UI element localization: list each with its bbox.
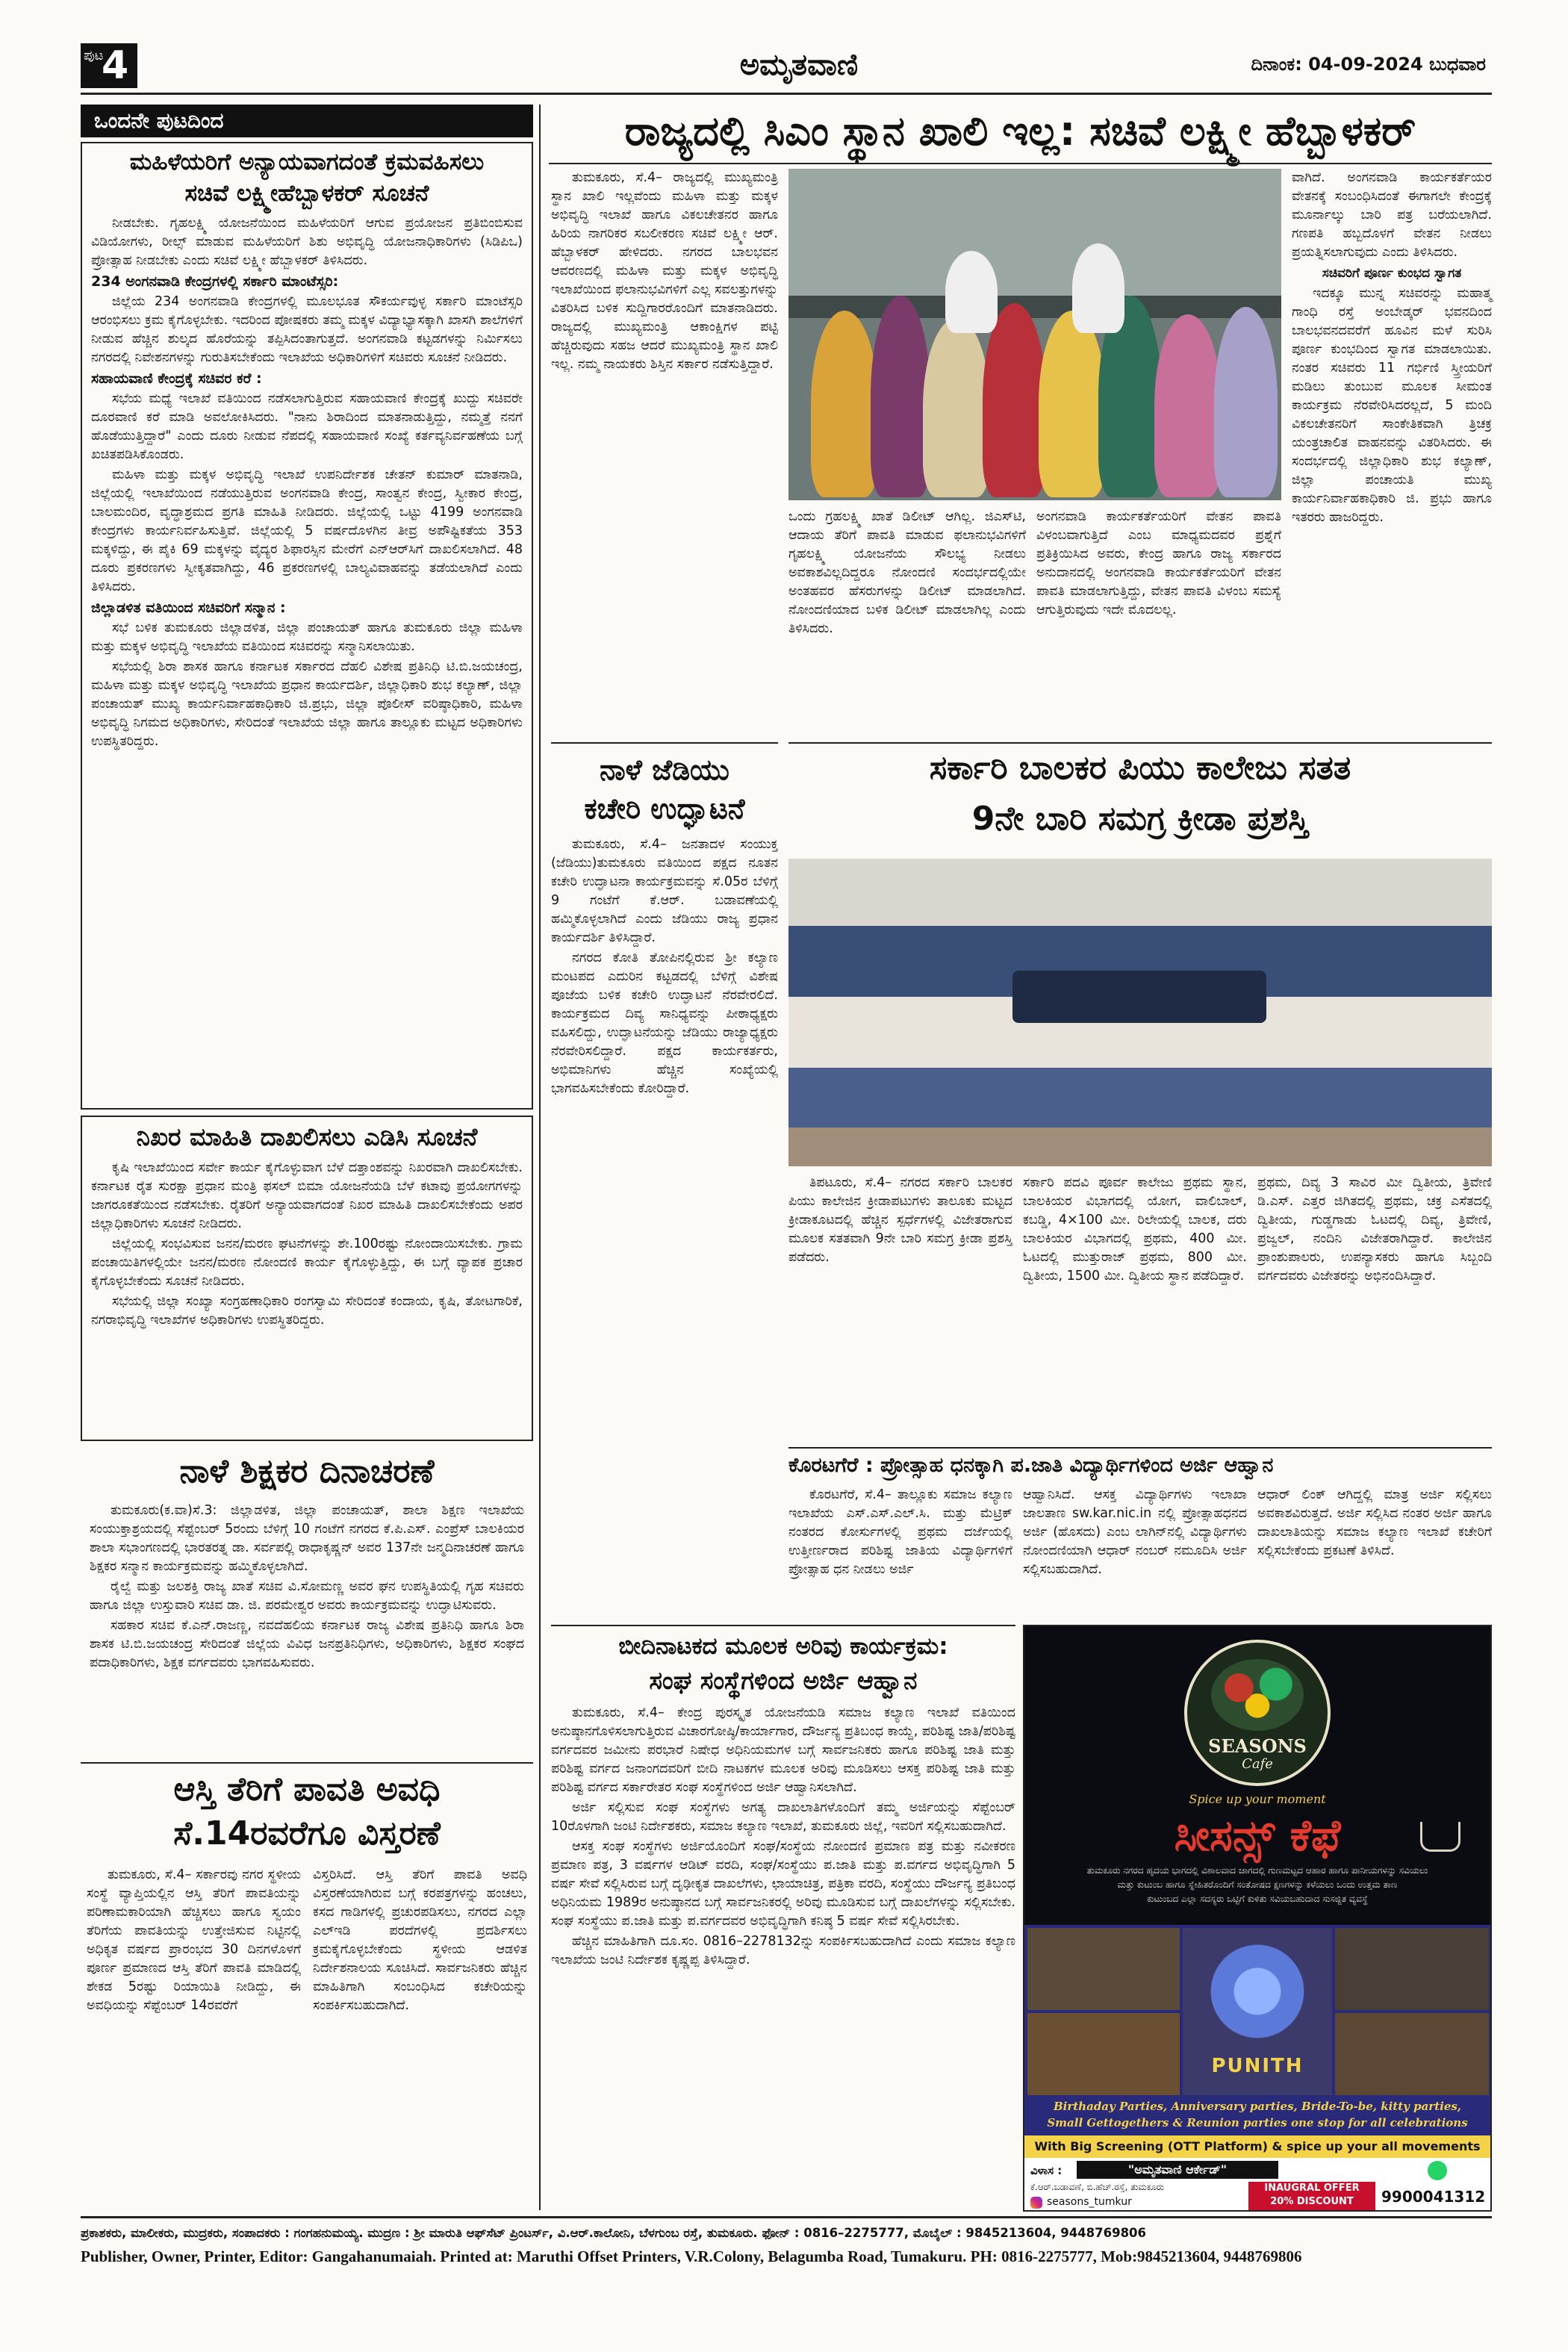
- tax-headline-2: ಸೆ.14ರವರೆಗೂ ವಿಸ್ತರಣೆ: [173, 1814, 441, 1852]
- women-para-6: ಸಭೆಯಲ್ಲಿ ಶಿರಾ ಶಾಸಕ ಹಾಗೂ ಕರ್ನಾಟಕ ಸರ್ಕಾರದ ದೆಹಲಿ ವಿಶೇಷ ಪ್ರತಿನಿಧಿ ಟಿ.ಬಿ.ಜಯಚಂದ್ರ, ಮಹಿಳಾ ಮತ್ತು ಮಕ್ಕಳ ಅಭಿವೃದ್ಧಿ ಇಲಾಖೆಯ ಪ್ರಧಾನ ಕಾರ್ಯದರ್ಶಿ, ಜಿಲ್ಲಾಧಿಕಾರಿ ಶುಭ ಕಲ್ಯಾಣ್, ಜಿಲ್ಲಾ ಪಂಚಾಯತ್ ಮುಖ್ಯ ಕಾರ್ಯನಿರ್ವಾಹಕಾಧಿಕಾರಿ ಜಿ.ಪ್ರಭು, ಜಿಲ್ಲಾ ಪೊಲೀಸ್ ವರಿಷ್ಠಾಧಿಕಾರಿ, ಮಹಿಳಾ ಅಭಿವೃದ್ಧಿ ನಿಗಮದ ಅಧಿಕಾರಿಗಳು, ಸೇರಿದಂತೆ ಇಲಾಖೆಯ ಜಿಲ್ಲಾ ಹಾಗೂ ತಾಲ್ಲೂಕು ಮಟ್ಟದ ಅಧಿಕಾರಿಗಳು ಉಪಸ್ಥಿತರಿದ್ದರು.: [91, 659, 523, 750]
- tax-col-2: ವಿಸ್ತರಿಸಿದೆ. ಆಸ್ತಿ ತೆರಿಗೆ ಪಾವತಿ ಅವಧಿ ವಿಸ್ತರಣೆಯಾಗಿರುವ ಬಗ್ಗೆ ಕರಪತ್ರಗಳನ್ನು ಹಂಚಲು, ಕಸದ ಗಾಡಿಗಳಲ್ಲಿ ಪ್ರಚುರಪಡಿಸಲು, ನಗರದ ಎಲ್ಲಾ ಎಲ್‌ಇಡಿ ಪರದೆಗಳಲ್ಲಿ ಪ್ರದರ್ಶಿಸಲು ಕ್ರಮಕೈಗೊಳ್ಳಬೇಕೆಂದು ಸ್ಥಳೀಯ ಆಡಳಿತ ನಿರ್ದೇಶನಾಲಯ ಸೂಚಿಸಿದೆ. ಸಾರ್ವಜನಿಕರು ಹೆಚ್ಚಿನ ಮಾಹಿತಿಗಾಗಿ ಸಂಬಂಧಿಸಿದ ಕಚೇರಿಯನ್ನು ಸಂಪರ್ಕಿಸಬಹುದಾಗಿದೆ.: [313, 1867, 527, 2014]
- lead-col-2: [788, 508, 1026, 736]
- ad-tagline: Spice up your moment: [1189, 1792, 1326, 1806]
- ad-offer-2: 20% DISCOUNT: [1270, 2196, 1354, 2207]
- sports-col-2-text: ಸರ್ಕಾರಿ ಪದವಿ ಪೂರ್ವ ಕಾಲೇಜು ಪ್ರಥಮ ಸ್ಥಾನ, ಬಾಲಕಿಯರ ವಿಭಾಗದಲ್ಲಿ ಯೋಗ, ವಾಲಿಬಾಲ್, ಕಬಡ್ಡಿ, 4×100 ಮೀ. ರಿಲೇಯಲ್ಲಿ ಬಾಲಕ, ದರು ಬಾಲಕಿಯರ ವಿಭಾಗದಲ್ಲಿ ಪ್ರಥಮ, 400 ಮೀ. ಓಟದಲ್ಲಿ ಮುತ್ತುರಾಜ್ ಪ್ರಥಮ, 800 ಮೀ. ದ್ವಿತೀಯ, 1500 ಮೀ. ದ್ವಿತೀಯ ಸ್ಥಾನ ಪಡೆದಿದ್ದಾರೆ.: [1023, 1175, 1247, 1284]
- women-para-1: ನೀಡಬೇಕು. ಗೃಹಲಕ್ಷ್ಮಿ ಯೋಜನೆಯಿಂದ ಮಹಿಳೆಯರಿಗೆ ಆಗುವ ಪ್ರಯೋಜನ ಪ್ರತಿಬಿಂಬಿಸುವ ವಿಡಿಯೋಗಳು, ರೀಲ್ಸ್ ಮಾಡುವ ಮಹಿಳೆಯರಿಗೆ ಶಿಶು ಅಭಿವೃದ್ಧಿ ಯೋಜನಾಧಿಕಾರಿಗಳು (ಸಿಡಿಪಿಒ) ಪ್ರೋತ್ಸಾಹ ನೀಡಬೇಕು ಎಂದು ಸಚಿವೆ ಲಕ್ಷ್ಮೀ ಹೆಬ್ಬಾಳಕರ್ ತಿಳಿಸಿದರು.: [91, 216, 523, 269]
- korategere-col-2: [1023, 1486, 1247, 1620]
- ad-desc-3: ಕುಟುಂಬದ ಎಲ್ಲಾ ಸದಸ್ಯರು ಒಟ್ಟಿಗೆ ಕುಳಿತು ಸವಿಯಬಹುದಾದ ಸುಸಜ್ಜಿತ ವ್ಯವಸ್ಥೆ: [1147, 1894, 1368, 1904]
- sports-col-1-text: ತಿಪಟೂರು, ಸೆ.4– ನಗರದ ಸರ್ಕಾರಿ ಬಾಲಕರ ಪಿಯು ಕಾಲೇಜಿನ ಕ್ರೀಡಾಪಟುಗಳು ತಾಲೂಕು ಮಟ್ಟದ ಕ್ರೀಡಾಕೂಟದಲ್ಲಿ ಹೆಚ್ಚಿನ ಸ್ಪರ್ಧೆಗಳಲ್ಲಿ ವಿಜೇತರಾಗುವ ಮೂಲಕ ಸತತವಾಗಿ 9ನೇ ಬಾರಿ ಸಮಗ್ರ ಕ್ರೀಡಾ ಪ್ರಶಸ್ತಿ ಪಡೆದರು.: [788, 1175, 1012, 1265]
- sports-col-3: [1257, 1174, 1492, 1443]
- lead-col-2-text: ಒಂದು ಗ್ರಹಲಕ್ಷ್ಮಿ ಖಾತೆ ಡಿಲೀಟ್ ಆಗಿಲ್ಲ. ಜಿಎಸ್‌ಟಿ, ಆದಾಯ ತೆರಿಗೆ ಪಾವತಿ ಮಾಡುವ ಫಲಾನುಭವಿಗಳಿಗೆ ಗೃಹಲಕ್ಷ್ಮಿ ಯೋಜನೆಯ ಸೌಲಭ್ಯ ನೀಡಲು ಅವಕಾಶವಿಲ್ಲದಿದ್ದರೂ ನೋಂದಣಿ ಸಂದರ್ಭದಲ್ಲಿಯೇ ಅಂತಹವರ ಹೆಸರುಗಳನ್ನು ಡಿಲೀಟ್ ಮಾಡಲಾಗಿದೆ. ನೋಂದಣಿಯಾದ ಬಳಿಕ ಡಿಲೀಟ್ ಮಾಡಲಾಗಿಲ್ಲ ಎಂದು ತಿಳಿಸಿದರು.: [788, 509, 1026, 636]
- date-line: ದಿನಾಂಕ: 04-09-2024 ಬುಧವಾರ: [1251, 54, 1486, 75]
- sports-col-1: [788, 1174, 1012, 1443]
- ad-party-text: [1024, 2098, 1490, 2131]
- women-sub-3: ಜಿಲ್ಲಾಡಳಿತ ವತಿಯಿಂದ ಸಚಿವರಿಗೆ ಸನ್ಮಾನ :: [91, 600, 286, 617]
- teacher-day-para-1: ತುಮಕೂರು(ಕ.ವಾ)ಸೆ.3: ಜಿಲ್ಲಾಡಳಿತ, ಜಿಲ್ಲಾ ಪಂಚಾಯತ್, ಶಾಲಾ ಶಿಕ್ಷಣ ಇಲಾಖೆಯ ಸಂಯುಕ್ತಾಶ್ರಯದಲ್ಲಿ ಸೆಪ್ಟೆಂಬರ್ 5ರಂದು ಬೆಳಿಗ್ಗೆ 10 ಗಂಟೆಗೆ ನಗರದ ಕೆ.ಪಿ.ಎಸ್. ಎಂಪ್ರೆಸ್ ಬಾಲಕಿಯರ ಶಾಲಾ ಸಭಾಂಗಣದಲ್ಲಿ ಭಾರತರತ್ನ ಡಾ. ಸರ್ವಪಲ್ಲಿ ರಾಧಾಕೃಷ್ಣನ್ ಅವರ 137ನೇ ಜನ್ಮದಿನಾಚರಣೆ ಹಾಗೂ ಶಿಕ್ಷಕರ ಸನ್ಮಾನ ಕಾರ್ಯಕ್ರಮವನ್ನು ಹಮ್ಮಿಕೊಳ್ಳಲಾಗಿದೆ.: [90, 1502, 524, 1574]
- lead-col-1-text: ತುಮಕೂರು, ಸೆ.4– ರಾಜ್ಯದಲ್ಲಿ ಮುಖ್ಯಮಂತ್ರಿ ಸ್ಥಾನ ಖಾಲಿ ಇಲ್ಲವೆಂದು ಮಹಿಳಾ ಮತ್ತು ಮಕ್ಕಳ ಅಭಿವೃದ್ಧಿ ಇಲಾಖೆ ಹಾಗೂ ವಿಕಲಚೇತನರ ಹಾಗೂ ಹಿರಿಯ ನಾಗರಿಕರ ಸಬಲೀಕರಣ ಸಚಿವೆ ಲಕ್ಷ್ಮೀ ಆರ್. ಹೆಬ್ಬಾಳಕರ್ ಹೇಳಿದರು. ನಗರದ ಬಾಲಭವನ ಆವರಣದಲ್ಲಿ ಮಹಿಳಾ ಮತ್ತು ಮಕ್ಕಳ ಅಭಿವೃದ್ಧಿ ಇಲಾಖೆಯಿಂದ ಫಲಾನುಭವಿಗಳಿಗೆ ಎಲ್ಲ ಸವಲತ್ತುಗಳನ್ನು ವಿತರಿಸಿದ ಬಳಿಕ ಸುದ್ದಿಗಾರರೊಂದಿಗೆ ಮಾತನಾಡಿದರು. ರಾಜ್ಯದಲ್ಲಿ ಮುಖ್ಯಮಂತ್ರಿ ಆಕಾಂಕ್ಷಿಗಳ ಪಟ್ಟಿ ಹೆಚ್ಚಿರುವುದು ಸಹಜ ಆದರೆ ಮುಖ್ಯಮಂತ್ರಿ ಸ್ಥಾನ ಖಾಲಿ ಇಲ್ಲ. ನಮ್ಮ ನಾಯಕರು ಶಿಸ್ತಿನ ಸರ್ಕಾರ ನಡೆಸುತ್ತಿದ್ದಾರೆ.: [551, 170, 778, 372]
- teacher-day-headline: ನಾಳೆ ಶಿಕ್ಷಕರ ದಿನಾಚರಣೆ: [179, 1452, 435, 1490]
- tax-story: [81, 1767, 533, 2207]
- street-play-headline-2: ಸಂಘ ಸಂಸ್ಥೆಗಳಿಂದ ಅರ್ಜಿ ಆಹ್ವಾನ: [649, 1665, 918, 1695]
- lead-photo: [788, 169, 1281, 500]
- ad-instagram[interactable]: seasons_tumkur: [1047, 2196, 1132, 2208]
- lead-col-4: [1292, 169, 1492, 736]
- teacher-day-para-3: ಸಹಕಾರ ಸಚಿವ ಕೆ.ಎನ್.ರಾಜಣ್ಣ, ನವದೆಹಲಿಯ ಕರ್ನಾಟಕ ರಾಜ್ಯ ವಿಶೇಷ ಪ್ರತಿನಿಧಿ ಹಾಗೂ ಶಿರಾ ಶಾಸಕ ಟಿ.ಬಿ.ಜಯಚಂದ್ರ ಸೇರಿದಂತೆ ಜಿಲ್ಲೆಯ ವಿವಿಧ ಜನಪ್ರತಿನಿಧಿಗಳು, ಅಧಿಕಾರಿಗಳು, ಶಿಕ್ಷಕರ ಸಂಘದ ಪದಾಧಿಕಾರಿಗಳು, ಶಿಕ್ಷಕ ವರ್ಗದವರು ಭಾಗವಹಿಸುವರು.: [90, 1617, 524, 1670]
- sports-rule: [788, 742, 1492, 744]
- korategere-headline: ಕೊರಟಗೆರೆ : ಪ್ರೋತ್ಸಾಹ ಧನಕ್ಕಾಗಿ ಪ.ಜಾತಿ ವಿದ್ಯಾರ್ಥಿಗಳಿಂದ ಅರ್ಜಿ ಆಹ್ವಾನ: [788, 1454, 1274, 1477]
- women-sub-2: ಸಹಾಯವಾಣಿ ಕೇಂದ್ರಕ್ಕೆ ಸಚಿವರ ಕರೆ :: [91, 370, 262, 388]
- adc-headline: ನಿಖರ ಮಾಹಿತಿ ದಾಖಲಿಸಲು ಎಡಿಸಿ ಸೂಚನೆ: [136, 1122, 478, 1151]
- ad-desc: [1033, 1864, 1481, 1906]
- lead-rule: [549, 163, 1492, 164]
- street-play-rule: [551, 1625, 1015, 1626]
- ad-logo-circle: [1184, 1640, 1331, 1786]
- ad-address-label: ವಿಳಾಸ :: [1030, 2164, 1063, 2177]
- women-sub-1: 234 ಅಂಗನವಾಡಿ ಕೇಂದ್ರಗಳಲ್ಲಿ ಸರ್ಕಾರಿ ಮಾಂಟೆಸ್ಸರಿ:: [91, 273, 339, 290]
- left-story-women: [81, 142, 533, 1110]
- header-rule: [81, 93, 1492, 95]
- korategere-col-3: [1257, 1486, 1492, 1620]
- ad-party-line-1: Birthaday Parties, Anniversary parties, Bride-To-be, kitty parties,: [1053, 2100, 1462, 2113]
- street-play-para-1: ತುಮಕೂರು, ಸೆ.4– ಕೇಂದ್ರ ಪುರಸ್ಕೃತ ಯೋಜನೆಯಡಿ ಸಮಾಜ ಕಲ್ಯಾಣ ಇಲಾಖೆ ವತಿಯಿಂದ ಅನುಷ್ಠಾನಗೊಳಿಸಲಾಗುತ್ತಿರುವ ವಿಚಾರಗೋಷ್ಠಿ/ಕಾರ್ಯಾಗಾರ, ದೌರ್ಜನ್ಯ ಪ್ರತಿಬಂಧ ಕಾಯ್ದೆ, ಪರಿಶಿಷ್ಟ ಜಾತಿ/ಪರಿಶಿಷ್ಟ ವರ್ಗದವರ ಜಮೀನು ಪರಭಾರೆ ನಿಷೇಧ ಅಧಿನಿಯಮಗಳ ಬಗ್ಗೆ ಸಾರ್ವಜನಿಕರು ಹಾಗೂ ಪರಿಶಿಷ್ಟ ಜಾತಿ ಮತ್ತು ಪರಿಶಿಷ್ಟ ವರ್ಗದ ಜನಾಂಗದವರಿಗೆ ಬೀದಿ ನಾಟಕಗಳ ಮೂಲಕ ಅರಿವು ಮೂಡಿಸಲು ಆಸಕ್ತ ಪರಿಶಿಷ್ಟ ಜಾತಿ ಮತ್ತು ಪರಿಶಿಷ್ಟ ವರ್ಗದ ಸರ್ಕಾರೇತರ ಸಂಘ ಸಂಸ್ಥೆಗಳಿಂದ ಅರ್ಜಿ ಆಹ್ವಾನಿಸಲಾಗಿದೆ.: [551, 1705, 1016, 1795]
- lead-headline: ರಾಜ್ಯದಲ್ಲಿ ಸಿಎಂ ಸ್ಥಾನ ಖಾಲಿ ಇಲ್ಲ: ಸಚಿವೆ ಲಕ್ಷ್ಮೀ ಹೆಬ್ಬಾಳಕರ್: [624, 108, 1416, 155]
- street-play-para-2: ಅರ್ಜಿ ಸಲ್ಲಿಸುವ ಸಂಘ ಸಂಸ್ಥೆಗಳು ಅಗತ್ಯ ದಾಖಲಾತಿಗಳೊಂದಿಗೆ ತಮ್ಮ ಅರ್ಜಿಯನ್ನು ಸೆಪ್ಟೆಂಬರ್ 10ರೊಳಗಾಗಿ ಜಂಟಿ ನಿರ್ದೇಶಕರು, ಸಮಾಜ ಕಲ್ಯಾಣ ಇಲಾಖೆ, ತುಮಕೂರು ಜಿಲ್ಲೆ, ಇವರಿಗೆ ಸಲ್ಲಿಸಬಹುದಾಗಿದೆ.: [551, 1799, 1015, 1834]
- ad-brand-kn: ಸೀಸನ್ಸ್ ಕೆಫೆ: [1174, 1810, 1341, 1861]
- footer-en: Publisher, Owner, Printer, Editor: Gangahanumaiah. Printed at: Maruthi Offset Printers, V.R.Colony, Belagumba Road, Tumakuru. PH: 0816-2275777, Mob:9845213604, 9448769806: [81, 2247, 1302, 2265]
- women-para-4: ಮಹಿಳಾ ಮತ್ತು ಮಕ್ಕಳ ಅಭಿವೃದ್ಧಿ ಇಲಾಖೆ ಉಪನಿರ್ದೇಶಕ ಚೇತನ್ ಕುಮಾರ್ ಮಾತನಾಡಿ, ಜಿಲ್ಲೆಯಲ್ಲಿ ಇಲಾಖೆಯಿಂದ ನಡೆಯುತ್ತಿರುವ ಅಂಗನವಾಡಿ ಕೇಂದ್ರ, ಸಾಂತ್ವನ ಕೇಂದ್ರ, ಸ್ವೀಕಾರ ಕೇಂದ್ರ, ಬಾಲಮಂದಿರ, ವೃದ್ಧಾಶ್ರಮದ ಪ್ರಗತಿ ಮಾಹಿತಿ ನೀಡಿದರು. ಜಿಲ್ಲೆಯಲ್ಲಿ ಒಟ್ಟು 4199 ಅಂಗನವಾಡಿ ಕೇಂದ್ರಗಳು ಕಾರ್ಯನಿರ್ವಹಿಸುತ್ತಿವೆ. ಜಿಲ್ಲೆಯಲ್ಲಿ 5 ವರ್ಷದೊಳಗಿನ ತೀವ್ರ ಅಪೌಷ್ಟಿಕತೆಯ 353 ಮಕ್ಕಳಿದ್ದು, ಈ ಪೈಕಿ 69 ಮಕ್ಕಳನ್ನು ವೈದ್ಯರ ಶಿಫಾರಸ್ಸಿನ ಮೇರೆಗೆ ಎನ್‌ಆರ್‌ಸಿಗೆ ದಾಖಲಿಸಲಾಗಿದೆ. 48 ದೂರು ಪ್ರಕರಣಗಳು ಸ್ವೀಕೃತವಾಗಿದ್ದು, 46 ಪ್ರಕರಣಗಳಲ್ಲಿ ಬಾಲ್ಯವಿವಾಹವನ್ನು ತಡೆಯಲಾಗಿದೆ ಎಂದು ತಿಳಿಸಿದರು.: [91, 467, 523, 595]
- women-para-3: ಸಭೆಯ ಮಧ್ಯೆ ಇಲಾಖೆ ವತಿಯಿಂದ ನಡೆಸಲಾಗುತ್ತಿರುವ ಸಹಾಯವಾಣಿ ಕೇಂದ್ರಕ್ಕೆ ಖುದ್ದು ಸಚಿವರೇ ದೂರವಾಣಿ ಕರೆ ಮಾಡಿ ಅವಲೋಕಿಸಿದರು. "ನಾನು ಶಿರಾದಿಂದ ಮಾತನಾಡುತ್ತಿದ್ದು, ನಮ್ಮತ್ತೆ ನನಗೆ ಹೊಡೆಯುತ್ತಿದ್ದಾರೆ" ಎಂದು ದೂರು ನೀಡುವ ನೆಪದಲ್ಲಿ ಸಹಾಯವಾಣಿ ಸಂಖ್ಯೆ ಕರ್ತವ್ಯನಿರ್ವಹಣೆಯ ಬಗ್ಗೆ ಖಚಿತಪಡಿಸಿಕೊಂಡರು.: [91, 391, 523, 463]
- footer-rule: [81, 2216, 1492, 2218]
- jdu-headline-1: ನಾಳೆ ಜೆಡಿಯು: [600, 753, 729, 786]
- front-continued-label: ಒಂದನೇ ಪುಟದಿಂದ: [94, 108, 224, 133]
- lead-col-4-text: ವಾಗಿದೆ. ಅಂಗನವಾಡಿ ಕಾರ್ಯಕರ್ತೆಯರ ವೇತನಕ್ಕೆ ಸಂಬಂಧಿಸಿದಂತೆ ಈಗಾಗಲೇ ಕೇಂದ್ರಕ್ಕೆ ಮೂರ್ನಾಲ್ಕು ಬಾರಿ ಪತ್ರ ಬರೆಯಲಾಗಿದೆ. ಗಣಪತಿ ಹಬ್ಬದೊಳಗೆ ವೇತನ ನೀಡಲು ಪ್ರಯತ್ನಿಸಲಾಗುವುದು ಎಂದು ತಿಳಿಸಿದರು.: [1292, 170, 1492, 260]
- teacher-day-story: [81, 1449, 533, 1758]
- sports-photo: [788, 859, 1492, 1166]
- tax-headline-1: ಆಸ್ತಿ ತೆರಿಗೆ ಪಾವತಿ ಅವಧಿ: [173, 1770, 441, 1808]
- ad-address-line: ಕೆ.ಆರ್.ಬಡಾವಣೆ, ಬಿ.ಹೆಚ್.ರಸ್ತೆ, ತುಮಕೂರು: [1030, 2182, 1164, 2192]
- ad-offer-box: [1248, 2182, 1375, 2210]
- lead-col-1: [551, 169, 778, 736]
- women-headline-1: ಮಹಿಳೆಯರಿಗೆ ಅನ್ಯಾಯವಾಗದಂತೆ ಕ್ರಮವಹಿಸಲು: [129, 149, 485, 175]
- page-label: ಪುಟ: [84, 48, 104, 63]
- teacher-day-para-2: ರೈಲ್ವೆ ಮತ್ತು ಜಲಶಕ್ತಿ ರಾಜ್ಯ ಖಾತೆ ಸಚಿವ ವಿ.ಸೋಮಣ್ಣ ಅವರ ಘನ ಉಪಸ್ಥಿತಿಯಲ್ಲಿ ಗೃಹ ಸಚಿವರು ಹಾಗೂ ಜಿಲ್ಲಾ ಉಸ್ತುವಾರಿ ಸಚಿವ ಡಾ. ಜಿ. ಪರಮೇಶ್ವರ ಅವರು ಕಾರ್ಯಕ್ರಮವನ್ನು ಉದ್ಘಾಟಿಸುವರು.: [90, 1578, 524, 1613]
- ad-screening-text: With Big Screening (OTT Platform) & spice up your all movements: [1034, 2139, 1481, 2153]
- ad-phone[interactable]: 9900041312: [1381, 2188, 1486, 2206]
- seasons-cafe-ad[interactable]: [1023, 1625, 1492, 2212]
- women-headline-2: ಸಚಿವೆ ಲಕ್ಷ್ಮೀಹೆಬ್ಬಾಳಕರ್ ಸೂಚನೆ: [184, 179, 429, 207]
- women-para-2: ಜಿಲ್ಲೆಯ 234 ಅಂಗನವಾಡಿ ಕೇಂದ್ರಗಳಲ್ಲಿ ಮೂಲಭೂತ ಸೌಕರ್ಯವುಳ್ಳ ಸರ್ಕಾರಿ ಮಾಂಟೆಸ್ಸರಿ ಆರಂಭಿಸಲು ಕ್ರಮ ಕೈಗೊಳ್ಳಬೇಕು. ಇದರಿಂದ ಪೋಷಕರು ತಮ್ಮ ಮಕ್ಕಳ ವಿದ್ಯಾಭ್ಯಾಸಕ್ಕಾಗಿ ಖಾಸಗಿ ಶಾಲೆಗಳಿಗೆ ನೀಡುವ ಹೆಚ್ಚಿನ ಶುಲ್ಕದ ಹೊರೆಯನ್ನು ತಪ್ಪಿಸಿದಂತಾಗುತ್ತದೆ. ಅಂಗನವಾಡಿ ಕಟ್ಟಡಗಳನ್ನು ನಿರ್ಮಿಸಲು ನಗರದಲ್ಲಿ ನಿವೇಶನಗಳನ್ನು ಗುರುತಿಸಬೇಕೆಂದು ಇಲಾಖೆಯ ಅಧಿಕಾರಿಗಳಿಗೆ ಸಚಿವರು ಸೂಚನೆ ನೀಡಿದರು.: [91, 294, 523, 366]
- women-para-5: ಸಭೆ ಬಳಿಕ ತುಮಕೂರು ಜಿಲ್ಲಾಡಳಿತ, ಜಿಲ್ಲಾ ಪಂಚಾಯತ್ ಹಾಗೂ ತುಮಕೂರು ಜಿಲ್ಲಾ ಮಹಿಳಾ ಮತ್ತು ಮಕ್ಕಳ ಅಭಿವೃದ್ಧಿ ಇಲಾಖೆಯ ವತಿಯಿಂದ ಸಚಿವರನ್ನು ಸನ್ಮಾನಿಸಲಾಯಿತು.: [91, 620, 523, 655]
- left-story-adc: [81, 1116, 533, 1441]
- page-number: 4: [102, 43, 129, 88]
- korategere-col-1: [788, 1486, 1012, 1620]
- page-number-badge: [81, 43, 137, 88]
- jdu-story: [551, 747, 778, 1620]
- sports-headline-2: 9ನೇ ಬಾರಿ ಸಮಗ್ರ ಕ್ರೀಡಾ ಪ್ರಶಸ್ತಿ: [971, 800, 1309, 838]
- ad-screening-strip: [1024, 2135, 1490, 2158]
- front-continued-banner: [81, 105, 533, 137]
- tax-rule: [81, 1762, 533, 1764]
- ad-interior-photo-3: [1335, 1928, 1489, 2010]
- footer-kn: ಪ್ರಕಾಶಕರು, ಮಾಲೀಕರು, ಮುದ್ರಕರು, ಸಂಪಾದಕರು : ಗಂಗಹನುಮಯ್ಯ. ಮುದ್ರಣ : ಶ್ರೀ ಮಾರುತಿ ಆಫ್‌ಸೆಟ್ ಪ್ರಿಂಟರ್ಸ್, ವಿ.ಆರ್.ಕಾಲೋನಿ, ಬೆಳಗುಂಬ ರಸ್ತೆ, ತುಮಕೂರು. ಫೋನ್ : 0816–2275777, ಮೊಬೈಲ್ : 9845213604, 9448769806: [81, 2226, 1147, 2240]
- lead-col-4-sub: ಸಚಿವರಿಗೆ ಪೂರ್ಣ ಕುಂಭದ ಸ್ವಾಗತ: [1322, 266, 1462, 281]
- jdu-rule: [551, 742, 778, 744]
- ad-event-name: PUNITH: [1211, 2055, 1304, 2077]
- jdu-para-1: ತುಮಕೂರು, ಸೆ.4– ಜನತಾದಳ ಸಂಯುಕ್ತ (ಜೆಡಿಯು)ತುಮಕೂರು ವತಿಯಿಂದ ಪಕ್ಷದ ನೂತನ ಕಚೇರಿ ಉದ್ಘಾಟನಾ ಕಾರ್ಯಕ್ರಮವನ್ನು ಸೆ.05ರ ಬೆಳಿಗ್ಗೆ 9 ಗಂಟೆಗೆ ಕೆ.ಆರ್. ಬಡಾವಣೆಯಲ್ಲಿ ಹಮ್ಮಿಕೊಳ್ಳಲಾಗಿದೆ ಎಂದು ಜೆಡಿಯು ರಾಜ್ಯ ಪ್ರಧಾನ ಕಾರ್ಯದರ್ಶಿ ತಿಳಿಸಿದ್ದಾರೆ.: [551, 837, 778, 946]
- ad-brand-en: SEASONS: [1208, 1735, 1307, 1757]
- ad-brand-cafe: Cafe: [1242, 1756, 1273, 1772]
- tree-icon: [1211, 1659, 1304, 1731]
- left-column-rule: [539, 105, 541, 2210]
- instagram-icon: [1030, 2197, 1042, 2209]
- lead-col-4b-text: ಇದಕ್ಕೂ ಮುನ್ನ ಸಚಿವರನ್ನು ಮಹಾತ್ಮ ಗಾಂಧಿ ರಸ್ತೆ ಅಂಬೇಡ್ಕರ್ ಭವನದಿಂದ ಬಾಲಭವನದವರೆಗೆ ಹೂವಿನ ಮಳೆ ಸುರಿಸಿ ಪೂರ್ಣ ಕುಂಭದಿಂದ ಸ್ವಾಗತ ಮಾಡಲಾಯಿತು. ನಂತರ ಸಚಿವರು 11 ಗರ್ಭಿಣಿ ಸ್ತ್ರೀಯರಿಗೆ ಮಡಿಲು ತುಂಬುವ ಮೂಲಕ ಸೀಮಂತ ಕಾರ್ಯಕ್ರಮ ನೆರವೇರಿಸಿದರಲ್ಲದೆ, 5 ಮಂದಿ ವಿಕಲಚೇತನರಿಗೆ ಸಾಂಕೇತಿಕವಾಗಿ ತ್ರಿಚಕ್ರ ಯಂತ್ರಚಾಲಿತ ವಾಹನವನ್ನು ವಿತರಿಸಿದರು. ಈ ಸಂದರ್ಭದಲ್ಲಿ ಜಿಲ್ಲಾಧಿಕಾರಿ ಶುಭ ಕಲ್ಯಾಣ್, ಜಿಲ್ಲಾ ಪಂಚಾಯತಿ ಮುಖ್ಯ ಕಾರ್ಯನಿರ್ವಾಹಕಾಧಿಕಾರಿ ಜಿ. ಪ್ರಭು ಹಾಗೂ ಇತರರು ಹಾಜರಿದ್ದರು.: [1292, 286, 1492, 525]
- adc-para-3: ಸಭೆಯಲ್ಲಿ ಜಿಲ್ಲಾ ಸಂಖ್ಯಾ ಸಂಗ್ರಹಣಾಧಿಕಾರಿ ರಂಗಸ್ವಾಮಿ ಸೇರಿದಂತೆ ಕಂದಾಯ, ಕೃಷಿ, ತೋಟಗಾರಿಕೆ, ನಗರಾಭಿವೃದ್ಧಿ ಇಲಾಖೆಗಳ ಅಧಿಕಾರಿಗಳು ಉಪಸ್ಥಿತರಿದ್ದರು.: [91, 1293, 523, 1328]
- ad-event-photo: [1183, 1928, 1332, 2095]
- ad-offer-1: INAUGRAL OFFER: [1264, 2183, 1360, 2194]
- coffee-cup-icon: [1420, 1822, 1460, 1852]
- korategere-col-2-text: ಆಹ್ವಾನಿಸಿದೆ. ಆಸಕ್ತ ವಿದ್ಯಾರ್ಥಿಗಳು ಇಲಾಖಾ ಜಾಲತಾಣ sw.kar.nic.in ನಲ್ಲಿ ಪ್ರೋತ್ಸಾಹಧನದ ಅರ್ಜಿ (ಹೊಸದು) ಎಂಬ ಲಾಗಿನ್‌ನಲ್ಲಿ ವಿದ್ಯಾರ್ಥಿಗಳು ನೋಂದಣಿಯಾಗಿ ಆಧಾರ್ ನಂಬರ್ ನಮೂದಿಸಿ ಅರ್ಜಿ ಸಲ್ಲಿಸಬಹುದಾಗಿದೆ.: [1023, 1487, 1247, 1577]
- adc-para-1: ಕೃಷಿ ಇಲಾಖೆಯಿಂದ ಸರ್ವೇ ಕಾರ್ಯ ಕೈಗೊಳ್ಳುವಾಗ ಬೆಳೆ ದತ್ತಾಂಶವನ್ನು ನಿಖರವಾಗಿ ದಾಖಲಿಸಬೇಕು. ಕರ್ನಾಟಕ ರೈತ ಸುರಕ್ಷಾ ಪ್ರಧಾನ ಮಂತ್ರಿ ಫಸಲ್ ಬಿಮಾ ಯೋಜನೆಯಡಿ ಬೆಳೆ ಕಟಾವು ಪ್ರಯೋಗಗಳನ್ನು ಜಾಗರೂಕತೆಯಿಂದ ನಡೆಸಬೇಕು. ರೈತರಿಗೆ ಅನ್ಯಾಯವಾಗದಂತೆ ನಿಖರ ಮಾಹಿತಿ ದಾಖಲಿಸಬೇಕೆಂದು ಅಪರ ಜಿಲ್ಲಾಧಿಕಾರಿಗಳು ಸೂಚನೆ ನೀಡಿದರು.: [91, 1160, 523, 1231]
- paper-name: ಅಮೃತವಾಣಿ: [739, 48, 859, 82]
- korategere-col-3-text: ಆಧಾರ್ ಲಿಂಕ್ ಆಗಿದ್ದಲ್ಲಿ ಮಾತ್ರ ಅರ್ಜಿ ಸಲ್ಲಿಸಲು ಅವಕಾಶವಿರುತ್ತದೆ. ಅರ್ಜಿ ಸಲ್ಲಿಸಿದ ನಂತರ ಅರ್ಜಿ ಹಾಗೂ ದಾಖಲಾತಿಯನ್ನು ಸಮಾಜ ಕಲ್ಯಾಣ ಇಲಾಖೆ ಕಚೇರಿಗೆ ಸಲ್ಲಿಸಬೇಕೆಂದು ಪ್ರಕಟಣೆ ತಿಳಿಸಿದೆ.: [1257, 1487, 1492, 1558]
- ad-interior-photo-1: [1027, 1928, 1180, 2010]
- whatsapp-icon: [1428, 2161, 1447, 2180]
- ad-interior-photo-2: [1027, 2013, 1180, 2095]
- street-play-para-4: ಹೆಚ್ಚಿನ ಮಾಹಿತಿಗಾಗಿ ದೂ.ಸಂ. 0816–2278132ನ್ನು ಸಂಪರ್ಕಿಸಬಹುದಾಗಿದೆ ಎಂದು ಸಮಾಜ ಕಲ್ಯಾಣ ಇಲಾಖೆಯ ಜಂಟಿ ನಿರ್ದೇಶಕ ಕೃಷ್ಣಪ್ಪ ತಿಳಿಸಿದ್ದಾರೆ.: [551, 1933, 1015, 1967]
- sports-col-2: [1023, 1174, 1247, 1443]
- jdu-headline-2: ಕಚೇರಿ ಉದ್ಘಾಟನೆ: [584, 791, 745, 825]
- lead-col-3: [1036, 508, 1281, 736]
- ad-interior-photo-4: [1335, 2013, 1489, 2095]
- ad-desc-1: ತುಮಕೂರು ನಗರದ ಹೃದಯ ಭಾಗದಲ್ಲಿ ವಿಶಾಲವಾದ ಜಾಗದಲ್ಲಿ ಗುಣಮಟ್ಟದ ಆಹಾರ ಹಾಗೂ ಪಾನೀಯಗಳನ್ನು ಸವಿಯಲು: [1086, 1865, 1428, 1876]
- korategere-rule: [788, 1447, 1492, 1449]
- sports-col-3-text: ಪ್ರಥಮ, ದಿವ್ಯ 3 ಸಾವಿರ ಮೀ ದ್ವಿತೀಯ, ತ್ರಿವೇಣಿ ಡಿ.ಎಸ್. ಎತ್ತರ ಜಿಗಿತದಲ್ಲಿ ಪ್ರಥಮ, ಚಕ್ರ ಎಸೆತದಲ್ಲಿ ದ್ವಿತೀಯ, ಗುಡ್ಡಗಾಡು ಓಟದಲ್ಲಿ ದಿವ್ಯ, ತ್ರಿವೇಣಿ, ಪ್ರಜ್ವಲ್, ನಂದಿನಿ ವಿಜೇತರಾಗಿದ್ದಾರೆ. ಕಾಲೇಜಿನ ಪ್ರಾಂಶುಪಾಲರು, ಉಪನ್ಯಾಸಕರು ಹಾಗೂ ಸಿಬ್ಬಂದಿ ವರ್ಗದವರು ವಿಜೇತರನ್ನು ಅಭಿನಂದಿಸಿದ್ದಾರೆ.: [1257, 1175, 1492, 1284]
- tax-col-1: ತುಮಕೂರು, ಸೆ.4– ಸರ್ಕಾರವು ನಗರ ಸ್ಥಳೀಯ ಸಂಸ್ಥೆ ವ್ಯಾಪ್ತಿಯಲ್ಲಿನ ಆಸ್ತಿ ತೆರಿಗೆ ಪಾವತಿಯನ್ನು ಪರಿಣಾಮಕಾರಿಯಾಗಿ ಹೆಚ್ಚಿಸಲು ಹಾಗೂ ಸ್ವಯಂ ತೆರಿಗೆಯ ಪಾವತಿಯನ್ನು ಉತ್ತೇಜಿಸುವ ನಿಟ್ಟಿನಲ್ಲಿ ಅಧಿಕೃತ ವರ್ಷದ ಪ್ರಾರಂಭದ 30 ದಿನಗಳೊಳಗೆ ಪೂರ್ಣ ಪ್ರಮಾಣದ ಆಸ್ತಿ ತೆರಿಗೆ ಪಾವತಿ ಮಾಡಿದಲ್ಲಿ ಶೇಕಡ 5ರಷ್ಟು ರಿಯಾಯಿತಿ ನೀಡಿದ್ದು, ಈ ಅವಧಿಯನ್ನು ಸೆಪ್ಟೆಂಬರ್ 14ರವರೆಗೆ: [87, 1867, 301, 2014]
- sports-headline-1: ಸರ್ಕಾರಿ ಬಾಲಕರ ಪಿಯು ಕಾಲೇಜು ಸತತ: [929, 749, 1351, 787]
- korategere-col-1-text: ಕೊರಟಗೆರೆ, ಸೆ.4– ತಾಲ್ಲೂಕು ಸಮಾಜ ಕಲ್ಯಾಣ ಇಲಾಖೆಯ ಎಸ್.ಎಸ್.ಎಲ್.ಸಿ. ಮತ್ತು ಮೆಟ್ರಿಕ್ ನಂತರದ ಕೋರ್ಸುಗಳಲ್ಲಿ ಪ್ರಥಮ ದರ್ಜೆಯಲ್ಲಿ ಉತ್ತೀರ್ಣರಾದ ಪರಿಶಿಷ್ಟ ಜಾತಿಯ ವಿದ್ಯಾರ್ಥಿಗಳಿಗೆ ಪ್ರೋತ್ಸಾಹ ಧನ ನೀಡಲು ಅರ್ಜಿ: [788, 1487, 1012, 1577]
- ad-address-name: "ಅಮೃತವಾಣಿ ಆರ್ಕೇಡ್": [1077, 2161, 1278, 2179]
- street-play-story: [551, 1629, 1015, 2209]
- jdu-para-2: ನಗರದ ಕೋತಿ ತೋಪಿನಲ್ಲಿರುವ ಶ್ರೀ ಕಲ್ಯಾಣ ಮಂಟಪದ ಎದುರಿನ ಕಟ್ಟಡದಲ್ಲಿ ಬೆಳಿಗ್ಗೆ ವಿಶೇಷ ಪೂಜೆಯ ಬಳಿಕ ಕಚೇರಿ ಉದ್ಘಾಟನೆ ನೆರವೇರಲಿದೆ. ಕಾರ್ಯಕ್ರಮದ ದಿವ್ಯ ಸಾನಿಧ್ಯವನ್ನು ಪೀಠಾಧ್ಯಕ್ಷರು ವಹಿಸಲಿದ್ದು, ಉದ್ಘಾಟನೆಯನ್ನು ಜೆಡಿಯು ರಾಜ್ಯಾಧ್ಯಕ್ಷರು ನೆರವೇರಿಸಲಿದ್ದಾರೆ. ಪಕ್ಷದ ಕಾರ್ಯಕರ್ತರು, ಅಭಿಮಾನಿಗಳು ಹೆಚ್ಚಿನ ಸಂಖ್ಯೆಯಲ್ಲಿ ಭಾಗವಹಿಸಬೇಕೆಂದು ಕೋರಿದ್ದಾರೆ.: [551, 951, 778, 1097]
- ad-desc-2: ಮತ್ತು ಕುಟುಂಬ ಹಾಗೂ ಸ್ನೇಹಿತರೊಂದಿಗೆ ಸಂತೋಷದ ಕ್ಷಣಗಳನ್ನು ಕಳೆಯಲು ಒಂದು ಉತ್ತಮ ತಾಣ: [1117, 1879, 1398, 1890]
- ad-party-line-2: Small Gettogethers & Reunion parties one stop for all celebrations: [1047, 2116, 1468, 2129]
- adc-para-2: ಜಿಲ್ಲೆಯಲ್ಲಿ ಸಂಭವಿಸುವ ಜನನ/ಮರಣ ಘಟನೆಗಳನ್ನು ಶೇ.100ರಷ್ಟು ನೋಂದಾಯಿಸಬೇಕು. ಗ್ರಾಮ ಪಂಚಾಯಿತಿಗಳಲ್ಲಿಯೇ ಜನನ/ಮರಣ ನೋಂದಣಿ ಕಾರ್ಯ ಕೈಗೊಳ್ಳುತ್ತಿದ್ದು, ಈ ಬಗ್ಗೆ ವ್ಯಾಪಕ ಪ್ರಚಾರ ಕೈಗೊಳ್ಳಬೇಕೆಂದು ಸೂಚನೆ ನೀಡಿದರು.: [91, 1236, 523, 1289]
- street-play-headline-1: ಬೀದಿನಾಟಕದ ಮೂಲಕ ಅರಿವು ಕಾರ್ಯಕ್ರಮ:: [618, 1633, 948, 1660]
- lead-col-3-text: ಅಂಗನವಾಡಿ ಕಾರ್ಯಕರ್ತೆಯರಿಗೆ ವೇತನ ಪಾವತಿ ವಿಳಂಬವಾಗುತ್ತಿದೆ ಎಂಬ ಮಾಧ್ಯಮದವರ ಪ್ರಶ್ನೆಗೆ ಪ್ರತಿಕ್ರಿಯಿಸಿದ ಅವರು, ಕೇಂದ್ರ ಹಾಗೂ ರಾಜ್ಯ ಸರ್ಕಾರದ ಅನುದಾನದಲ್ಲಿ ಅಂಗನವಾಡಿ ಕಾರ್ಯಕರ್ತೆಯರಿಗೆ ವೇತನ ಪಾವತಿ ಮಾಡಲಾಗುತ್ತಿದ್ದು, ವೇತನ ಪಾವತಿ ವಿಳಂಬ ಸಮಸ್ಯೆ ಆಗುತ್ತಿರುವುದು ಇದೇ ಮೊದಲಲ್ಲ.: [1036, 509, 1281, 617]
- ad-bottom-panel: [1024, 2158, 1490, 2212]
- street-play-para-3: ಆಸಕ್ತ ಸಂಘ ಸಂಸ್ಥೆಗಳು ಅರ್ಜಿಯೊಂದಿಗೆ ಸಂಘ/ಸಂಸ್ಥೆಯ ನೋಂದಣಿ ಪ್ರಮಾಣ ಪತ್ರ ಮತ್ತು ನವೀಕರಣ ಪ್ರಮಾಣ ಪತ್ರ, 3 ವರ್ಷಗಳ ಆಡಿಟ್ ವರದಿ, ಸಂಘ/ಸಂಸ್ಥೆಯು ಪ.ಜಾತಿ ಮತ್ತು ಪ.ವರ್ಗದ ಅಭಿವೃದ್ಧಿಗಾಗಿ 5 ವರ್ಷ ಸೇವೆ ಸಲ್ಲಿಸಿರುವ ಬಗ್ಗೆ ದೃಢೀಕೃತ ದಾಖಲೆಗಳು, ಛಾಯಾಚಿತ್ರ, ಪತ್ರಿಕಾ ವರದಿ, ಸಂಸ್ಥೆಯು ದೌರ್ಜನ್ಯ ಪ್ರತಿಬಂಧ ಅಧಿನಿಯಮ 1989ರ ಅನುಷ್ಠಾನದ ಬಗ್ಗೆ ಸಾರ್ವಜನಿಕರಲ್ಲಿ ಅರಿವು ಮೂಡಿಸುವ ಬಗ್ಗೆ ದಾಖಲೆಗಳನ್ನು ಸಲ್ಲಿಸಬೇಕು. ಸಂಘ ಸಂಸ್ಥೆಯು ಪ.ಜಾತಿ ಮತ್ತು ಪ.ವರ್ಗದವರ ಅಭಿವೃದ್ಧಿಗಾಗಿ ಕನಿಷ್ಠ 5 ವರ್ಷ ಸೇವೆ ಸಲ್ಲಿಸಿರಬೇಕು.: [551, 1838, 1015, 1929]
